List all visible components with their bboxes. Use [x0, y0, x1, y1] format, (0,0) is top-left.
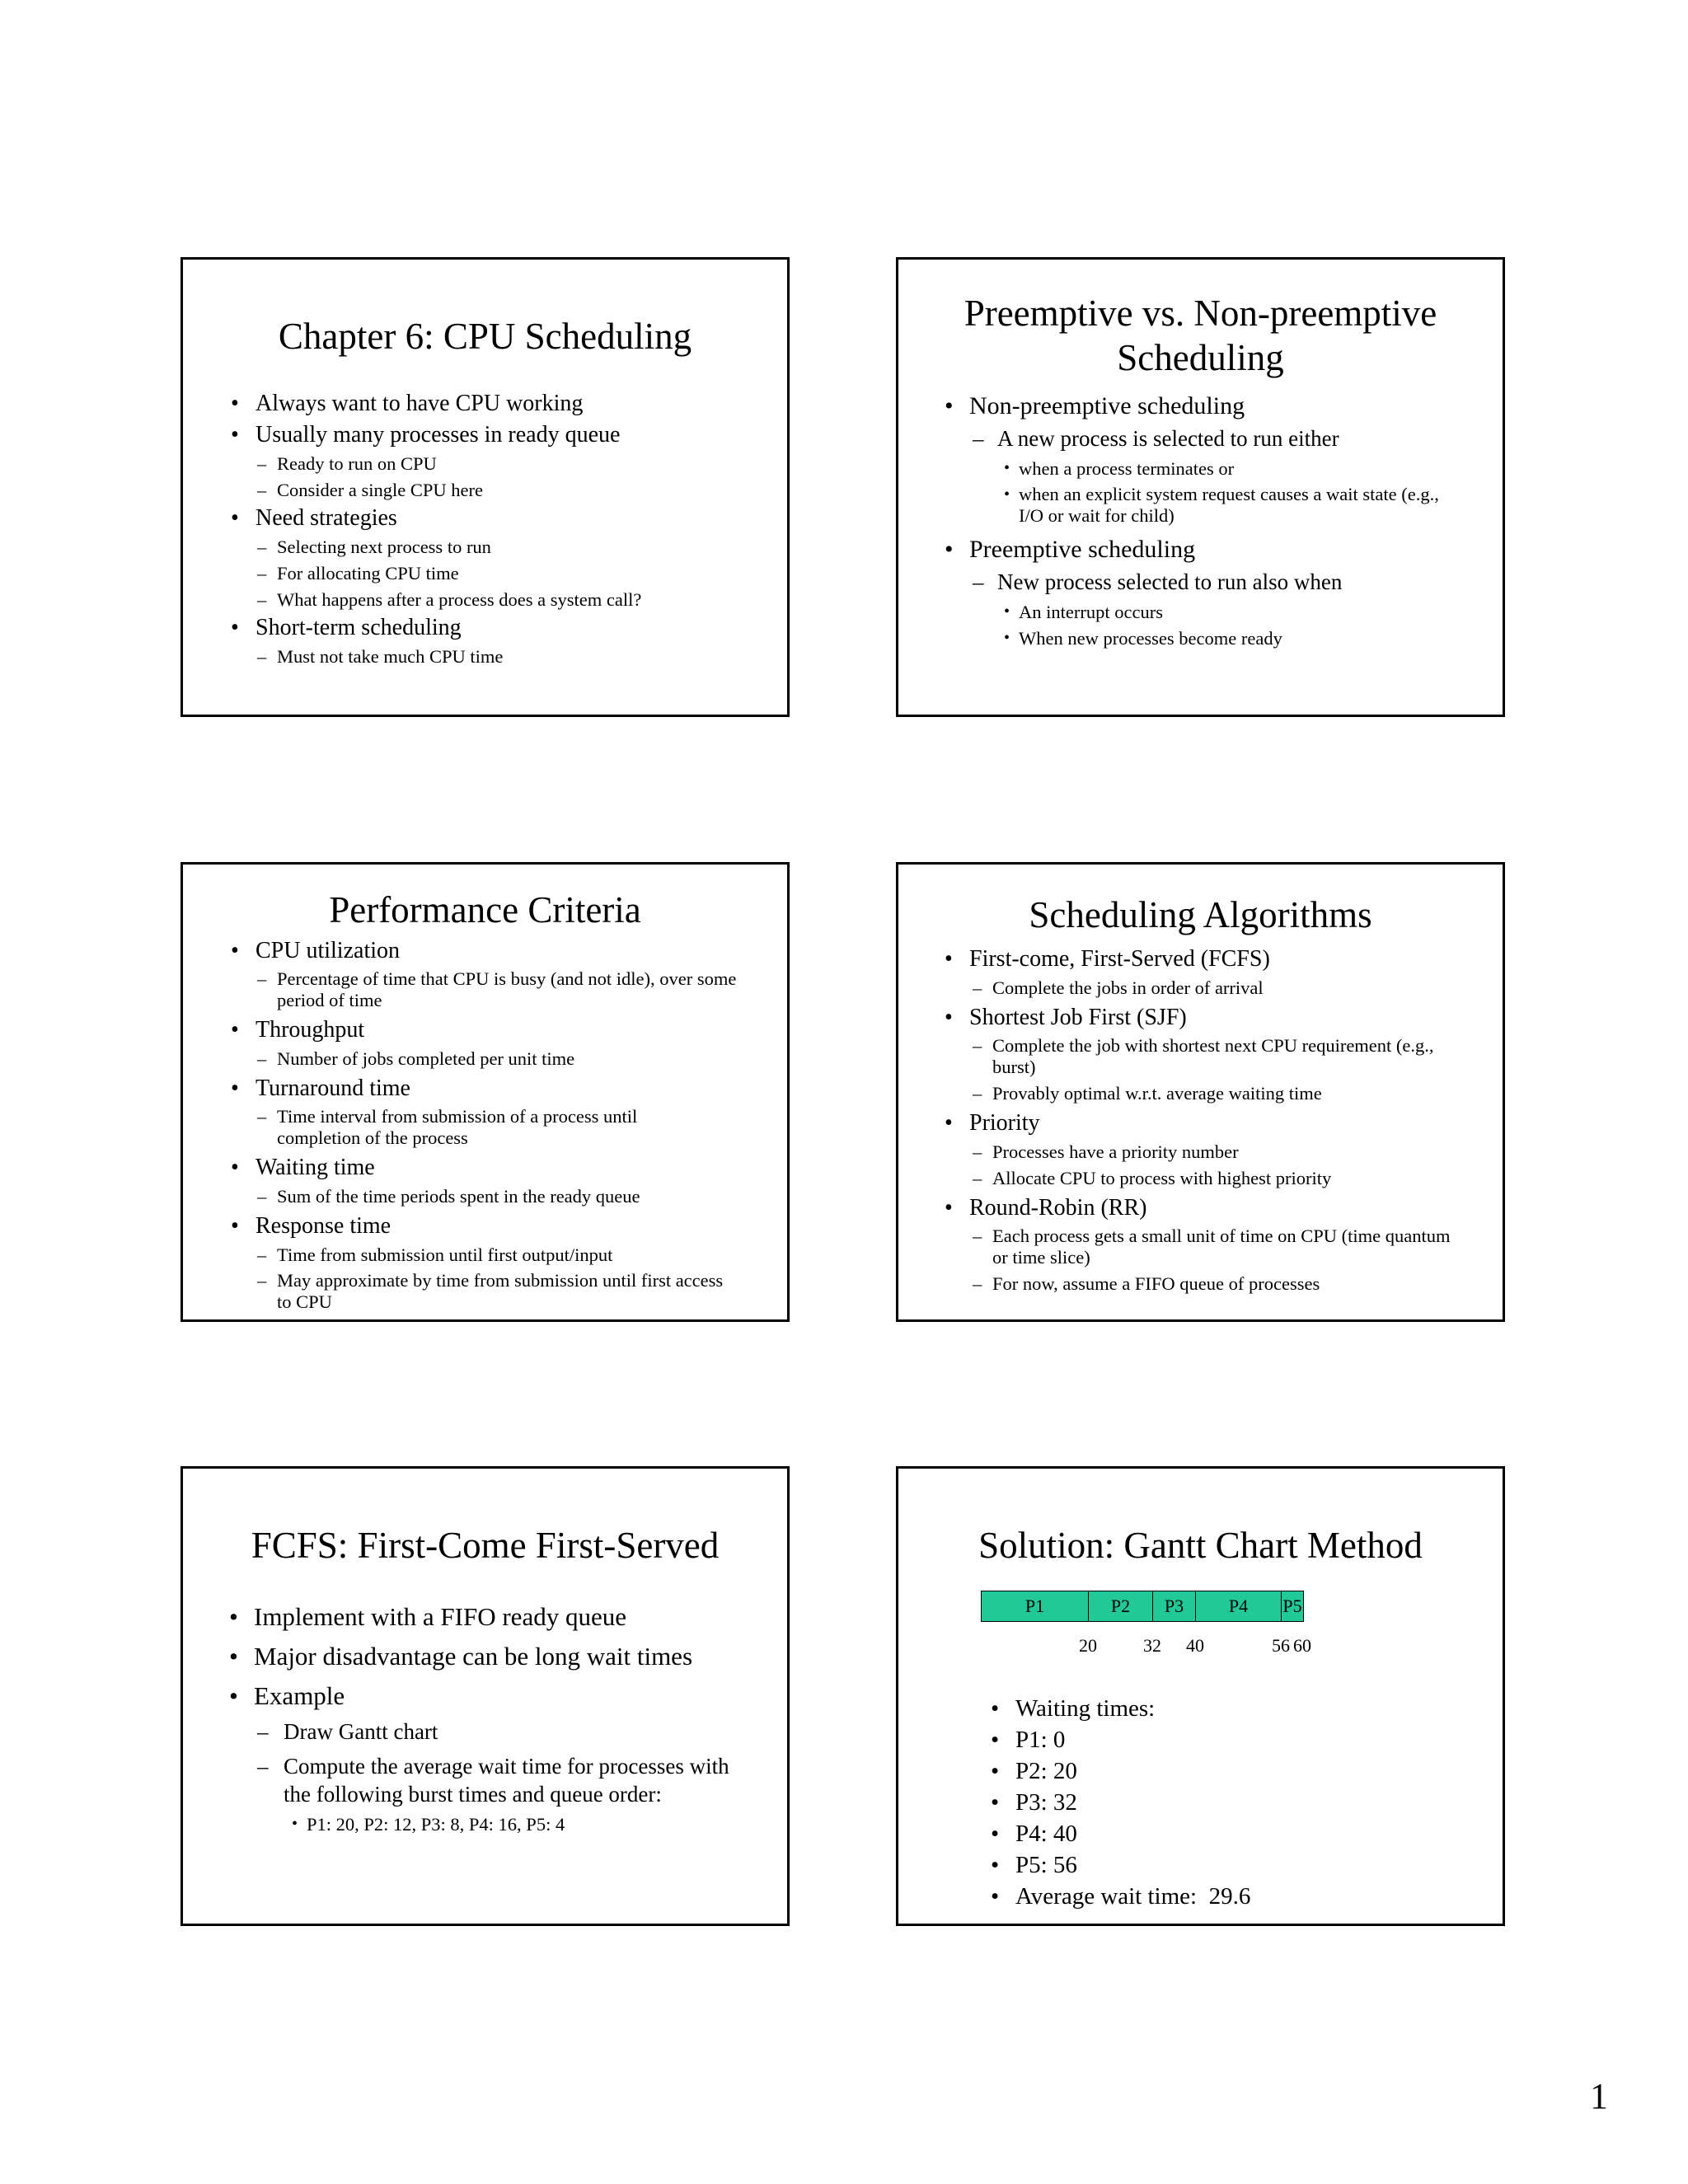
slide-title-line: Scheduling Algorithms [1029, 894, 1372, 935]
list-item: • P1: 20, P2: 12, P3: 8, P4: 16, P5: 4 [292, 1813, 787, 1835]
gantt-tick-label: 40 [1186, 1635, 1204, 1656]
list-item: • Throughput [231, 1016, 787, 1044]
list-item: • Waiting times: [991, 1693, 1503, 1724]
list-item: • P2: 20 [991, 1755, 1503, 1787]
list-item: – Must not take much CPU time [257, 645, 787, 668]
list-item: – Time from submission until first output/input [257, 1244, 787, 1266]
list-item: • when a process terminates or [1004, 457, 1503, 480]
list-item: • CPU utilization [231, 937, 787, 965]
list-item: • P4: 40 [991, 1818, 1503, 1849]
list-item: – Draw Gantt chart [257, 1718, 787, 1746]
list-item: – Compute the average wait time for processes with the following burst times and queue order: [257, 1752, 745, 1808]
list-item: – Number of jobs completed per unit time [257, 1047, 787, 1070]
list-item: – Consider a single CPU here [257, 479, 787, 501]
list-item: • Average wait time: 29.6 [991, 1881, 1503, 1912]
slide-scheduling-algorithms [896, 862, 1505, 1322]
list-item: – Processes have a priority number [973, 1141, 1503, 1163]
gantt-segment-p5: P5 [1282, 1591, 1303, 1621]
list-item: • P5: 56 [991, 1849, 1503, 1881]
list-item: – Complete the jobs in order of arrival [973, 977, 1503, 999]
list-item: • P1: 0 [991, 1724, 1503, 1755]
list-item: • Preemptive scheduling [945, 535, 1503, 565]
list-item: – What happens after a process does a system call? [257, 588, 787, 611]
list-item: • Need strategies [231, 504, 787, 532]
bullet-list [898, 945, 1503, 1295]
slide-title-line: Preemptive vs. Non-preemptive [964, 293, 1437, 334]
list-item: • Shortest Job First (SJF) [945, 1004, 1503, 1032]
slide-title [183, 888, 787, 932]
gantt-tick-label: 56 [1272, 1635, 1290, 1656]
list-item: – May approximate by time from submission until first access to CPU [257, 1270, 738, 1313]
list-item: • Example [229, 1680, 787, 1713]
list-item: • Implement with a FIFO ready queue [229, 1601, 787, 1633]
list-item: – Selecting next process to run [257, 536, 787, 558]
gantt-segment-p4: P4 [1196, 1591, 1282, 1621]
slide-title [898, 291, 1503, 380]
slide-performance-criteria [181, 862, 790, 1322]
list-item: – For allocating CPU time [257, 562, 787, 584]
gantt-tick-label: 60 [1293, 1635, 1311, 1656]
bullet-list [183, 937, 787, 1313]
gantt-tick-label: 32 [1143, 1635, 1161, 1656]
bullet-list [183, 390, 787, 668]
gantt-tick-label: 20 [1079, 1635, 1097, 1656]
list-item: • Non-preemptive scheduling [945, 391, 1503, 421]
bullet-list [898, 391, 1503, 649]
list-item: – A new process is selected to run either [973, 424, 1503, 452]
list-item: • P3: 32 [991, 1787, 1503, 1818]
list-item: • Always want to have CPU working [231, 390, 787, 418]
gantt-chart [981, 1591, 1304, 1622]
slide-title [183, 1523, 787, 1568]
list-item: • when an explicit system request causes a wait state (e.g., I/O or wait for child) [1004, 484, 1456, 527]
slide-cpu-scheduling [181, 257, 790, 717]
list-item: – For now, assume a FIFO queue of processes [973, 1272, 1503, 1295]
list-item: – Sum of the time periods spent in the ready queue [257, 1185, 787, 1207]
slide-title [898, 893, 1503, 937]
list-item: • Major disadvantage can be long wait times [229, 1640, 787, 1673]
list-item: – Time interval from submission of a process until completion of the process [257, 1106, 689, 1149]
list-item: • Short-term scheduling [231, 614, 787, 642]
gantt-tick-labels [981, 1635, 1311, 1660]
list-item: • Waiting time [231, 1154, 787, 1182]
list-item: • Priority [945, 1109, 1503, 1137]
list-item: • Response time [231, 1212, 787, 1240]
slide-fcfs [181, 1466, 790, 1926]
list-item: – Complete the job with shortest next CPU requirement (e.g., burst) [973, 1035, 1454, 1078]
gantt-segment-p1: P1 [982, 1591, 1089, 1621]
slide-title-line: FCFS: First-Come First-Served [251, 1525, 720, 1566]
list-item: • Round-Robin (RR) [945, 1194, 1503, 1222]
list-item: • First-come, First-Served (FCFS) [945, 945, 1503, 973]
slide-title-line: Chapter 6: CPU Scheduling [278, 316, 692, 357]
slide-preemptive-vs-nonpreemptive [896, 257, 1505, 717]
list-item: • When new processes become ready [1004, 627, 1503, 649]
slide-title-line: Performance Criteria [329, 889, 641, 930]
slide-title [183, 314, 787, 359]
slide-gantt-solution [896, 1466, 1505, 1926]
list-item: – Percentage of time that CPU is busy (and not idle), over some period of time [257, 968, 738, 1011]
bullet-list [898, 1693, 1503, 1912]
list-item: – Allocate CPU to process with highest priority [973, 1167, 1503, 1189]
slide-title [898, 1523, 1503, 1568]
list-item: – New process selected to run also when [973, 568, 1503, 596]
list-item: – Ready to run on CPU [257, 452, 787, 475]
slide-title-line: Scheduling [1117, 337, 1284, 378]
list-item: • An interrupt occurs [1004, 601, 1503, 623]
page-number: 1 [1590, 2076, 1608, 2116]
list-item: • Turnaround time [231, 1075, 787, 1103]
list-item: • Usually many processes in ready queue [231, 421, 787, 449]
bullet-list [183, 1601, 787, 1835]
slide-title-line: Solution: Gantt Chart Method [978, 1525, 1423, 1566]
list-item: – Provably optimal w.r.t. average waiting time [973, 1082, 1503, 1104]
list-item: – Each process gets a small unit of time on CPU (time quantum or time slice) [973, 1226, 1454, 1268]
gantt-segment-p2: P2 [1089, 1591, 1153, 1621]
gantt-segment-p3: P3 [1153, 1591, 1196, 1621]
